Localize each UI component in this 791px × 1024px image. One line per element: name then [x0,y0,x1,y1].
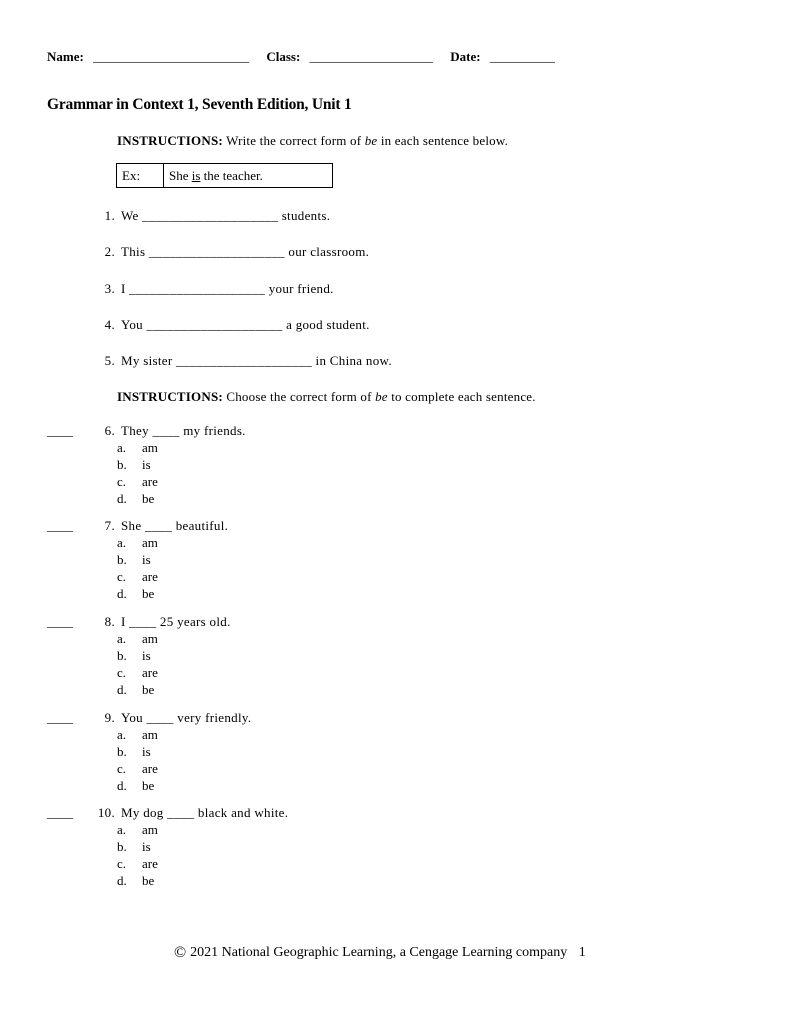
option-text: be [142,873,155,888]
option-letter: d. [117,491,127,506]
option-text: is [142,552,151,567]
option-letter: a. [117,440,127,455]
section2-instructions [117,389,536,405]
answer-option[interactable] [117,534,158,551]
question-text: I ____ 25 years old. [121,614,231,629]
instructions-text-end: to complete each sentence. [391,389,536,404]
answer-option[interactable] [117,821,158,838]
option-text: are [142,761,158,776]
option-text: be [142,682,155,697]
copyright-text: 2021 National Geographic Learning, a Cengage Learning company [190,945,568,960]
option-letter: c. [117,665,127,680]
answer-option[interactable] [117,838,151,855]
fill-in-question [95,281,334,297]
answer-option[interactable] [117,490,154,507]
option-text: be [142,778,155,793]
answer-blank[interactable]: ____ [47,614,73,629]
example-label: Ex: [117,164,164,187]
question-number: 10. [97,805,115,820]
question-text[interactable]: My sister ____________________ in China now. [121,353,392,368]
answer-blank[interactable]: ____ [47,710,73,725]
answer-option[interactable] [117,777,154,794]
question-number: 2. [104,244,115,259]
question-text: She ____ beautiful. [121,518,229,533]
option-text: am [142,727,158,742]
question-number: 8. [104,614,115,629]
option-letter: b. [117,457,127,472]
answer-option[interactable] [117,855,158,872]
option-text: be [142,491,155,506]
option-letter: c. [117,856,127,871]
option-letter: a. [117,535,127,550]
instructions-label: INSTRUCTIONS: [117,133,223,148]
question-number: 5. [104,353,115,368]
question-number: 9. [104,710,115,725]
instructions-text-end: in each sentence below. [380,133,509,148]
question-text: You ____ very friendly. [121,710,252,725]
question-number: 4. [104,317,115,332]
question-text: My dog ____ black and white. [121,805,289,820]
option-text: is [142,457,151,472]
answer-option[interactable] [117,585,154,602]
instructions-text: Choose the correct form of [226,389,372,404]
copyright-icon: © [174,944,187,961]
question-text: They ____ my friends. [121,423,246,438]
question-text[interactable]: We ____________________ students. [121,208,331,223]
question-text[interactable]: I ____________________ your friend. [121,281,334,296]
date-label: Date: [450,49,481,64]
example-sentence: She is the teacher. [169,168,263,183]
answer-option[interactable] [117,456,151,473]
mc-question [95,518,228,534]
mc-question [95,710,251,726]
question-number: 3. [104,281,115,296]
fill-in-question [95,244,369,260]
date-field[interactable]: __________ [489,49,555,64]
example-box [116,163,333,188]
answer-option[interactable] [117,647,151,664]
option-text: is [142,648,151,663]
option-text: am [142,631,158,646]
option-letter: b. [117,648,127,663]
option-letter: b. [117,839,127,854]
section1-instructions [117,133,508,149]
question-text[interactable]: This ____________________ our classroom. [121,244,370,259]
option-text: is [142,744,151,759]
class-field[interactable]: ___________________ [309,49,434,64]
answer-option[interactable] [117,681,154,698]
option-letter: b. [117,744,127,759]
answer-blank[interactable]: ____ [47,805,73,820]
question-text[interactable]: You ____________________ a good student. [121,317,370,332]
page-number: 1 [578,945,586,960]
name-label: Name: [47,49,84,64]
fill-in-question [95,317,370,333]
answer-option[interactable] [117,630,158,647]
answer-option[interactable] [117,473,158,490]
page-title: Grammar in Context 1, Seventh Edition, Unit 1 [47,96,352,113]
option-letter: a. [117,631,127,646]
class-label: Class: [266,49,301,64]
answer-option[interactable] [117,568,158,585]
fill-in-question [95,353,392,369]
example-answer: is [191,168,201,183]
mc-question [95,614,231,630]
answer-option[interactable] [117,551,151,568]
answer-option[interactable] [117,726,158,743]
option-letter: a. [117,727,127,742]
answer-option[interactable] [117,872,154,889]
fill-in-question [95,208,330,224]
instructions-text: Write the correct form of [226,133,362,148]
option-letter: a. [117,822,127,837]
mc-question [95,805,288,821]
option-text: is [142,839,151,854]
option-text: am [142,440,158,455]
question-number: 6. [104,423,115,438]
answer-option[interactable] [117,743,151,760]
mc-question [95,423,246,439]
copyright-footer [174,944,586,962]
option-letter: c. [117,474,127,489]
instructions-label: INSTRUCTIONS: [117,389,223,404]
student-info-header [47,49,555,65]
option-text: am [142,822,158,837]
option-letter: d. [117,586,127,601]
option-text: are [142,856,158,871]
option-letter: d. [117,873,127,888]
option-letter: c. [117,761,127,776]
option-text: are [142,569,158,584]
question-number: 7. [104,518,115,533]
answer-blank[interactable]: ____ [47,423,73,438]
option-letter: d. [117,682,127,697]
answer-option[interactable] [117,760,158,777]
answer-option[interactable] [117,439,158,456]
question-number: 1. [104,208,115,223]
option-text: be [142,586,155,601]
instructions-emphasis: be [375,389,388,404]
option-text: are [142,474,158,489]
option-text: am [142,535,158,550]
answer-option[interactable] [117,664,158,681]
instructions-emphasis: be [364,133,378,148]
name-field[interactable]: ________________________ [93,49,250,64]
option-letter: c. [117,569,127,584]
option-text: are [142,665,158,680]
option-letter: d. [117,778,127,793]
answer-blank[interactable]: ____ [47,518,73,533]
option-letter: b. [117,552,127,567]
